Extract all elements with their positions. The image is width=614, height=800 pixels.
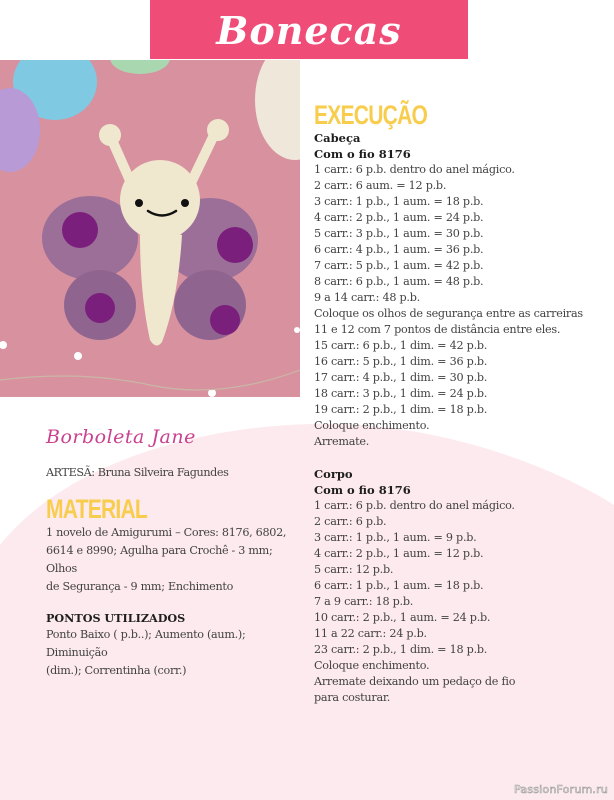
step-line: 8 carr.: 6 p.b., 1 aum. = 48 p.b. xyxy=(314,275,484,288)
material-line: 1 novelo de Amigurumi – Cores: 8176, 6802, xyxy=(46,526,287,539)
step-line: Coloque enchimento. xyxy=(314,659,430,672)
doll-name: Borboleta Jane xyxy=(46,426,196,448)
step-line: 1 carr.: 6 p.b. dentro do anel mágico. xyxy=(314,499,515,512)
step-line: 6 carr.: 4 p.b., 1 aum. = 36 p.b. xyxy=(314,243,484,256)
pontos-line: Ponto Baixo ( p.b..); Aumento (aum.); Diminuição xyxy=(46,628,246,659)
cabeca-steps xyxy=(314,162,609,450)
step-line: 10 carr.: 2 p.b., 1 aum. = 24 p.b. xyxy=(314,611,491,624)
step-line: 1 carr.: 6 p.b. dentro do anel mágico. xyxy=(314,163,515,176)
corpo-steps xyxy=(314,498,609,706)
step-line: para costurar. xyxy=(314,691,391,704)
butterfly-photo xyxy=(0,60,300,397)
step-line: 9 a 14 carr.: 48 p.b. xyxy=(314,291,420,304)
step-line: Coloque os olhos de segurança entre as carreiras xyxy=(314,307,583,320)
step-line: 6 carr.: 1 p.b., 1 aum. = 18 p.b. xyxy=(314,579,484,592)
step-line: 17 carr.: 4 p.b., 1 dim. = 30 p.b. xyxy=(314,371,488,384)
pontos-line: (dim.); Correntinha (corr.) xyxy=(46,664,187,677)
step-line: 3 carr.: 1 p.b., 1 aum. = 9 p.b. xyxy=(314,531,477,544)
info-column xyxy=(46,424,304,680)
material-line: 6614 e 8990; Agulha para Crochê - 3 mm; Olhos xyxy=(46,544,273,575)
step-line: 2 carr.: 6 aum. = 12 p.b. xyxy=(314,179,447,192)
step-line: 11 a 22 carr.: 24 p.b. xyxy=(314,627,427,640)
material-line: de Segurança - 9 mm; Enchimento xyxy=(46,580,234,593)
step-line: 4 carr.: 2 p.b., 1 aum. = 12 p.b. xyxy=(314,547,484,560)
cabeca-subtitle: Com o fio 8176 xyxy=(314,147,411,161)
step-line: 19 carr.: 2 p.b., 1 dim. = 18 p.b. xyxy=(314,403,488,416)
step-line: 5 carr.: 3 p.b., 1 aum. = 30 p.b. xyxy=(314,227,484,240)
header-title: Bonecas xyxy=(216,8,402,53)
step-line: 4 carr.: 2 p.b., 1 aum. = 24 p.b. xyxy=(314,211,484,224)
material-text xyxy=(46,524,304,596)
step-line: 7 carr.: 5 p.b., 1 aum. = 42 p.b. xyxy=(314,259,484,272)
step-line: Coloque enchimento. xyxy=(314,419,430,432)
header-banner xyxy=(150,0,468,59)
watermark: PassionForum.ru xyxy=(514,783,608,796)
pontos-title: PONTOS UTILIZADOS xyxy=(46,611,186,625)
step-line: 5 carr.: 12 p.b. xyxy=(314,563,394,576)
pontos-text xyxy=(46,626,304,680)
step-line: Arremate deixando um pedaço de fio xyxy=(314,675,516,688)
execucao-title: EXECUÇÃO xyxy=(314,100,428,130)
step-line: 23 carr.: 2 p.b., 1 dim. = 18 p.b. xyxy=(314,643,488,656)
step-line: 15 carr.: 6 p.b., 1 dim. = 42 p.b. xyxy=(314,339,488,352)
cabeca-title: Cabeça xyxy=(314,131,361,145)
execucao-column xyxy=(314,100,609,706)
step-line: Arremate. xyxy=(314,435,370,448)
corpo-subtitle: Com o fio 8176 xyxy=(314,483,411,497)
step-line: 11 e 12 com 7 pontos de distância entre eles. xyxy=(314,323,561,336)
step-line: 18 carr.: 3 p.b., 1 dim. = 24 p.b. xyxy=(314,387,488,400)
material-title: MATERIAL xyxy=(46,494,147,524)
step-line: 16 carr.: 5 p.b., 1 dim. = 36 p.b. xyxy=(314,355,488,368)
step-line: 7 a 9 carr.: 18 p.b. xyxy=(314,595,414,608)
artisan-credit: ARTESÃ: Bruna Silveira Fagundes xyxy=(46,466,229,479)
step-line: 2 carr.: 6 p.b. xyxy=(314,515,387,528)
step-line: 3 carr.: 1 p.b., 1 aum. = 18 p.b. xyxy=(314,195,484,208)
corpo-title: Corpo xyxy=(314,467,353,481)
